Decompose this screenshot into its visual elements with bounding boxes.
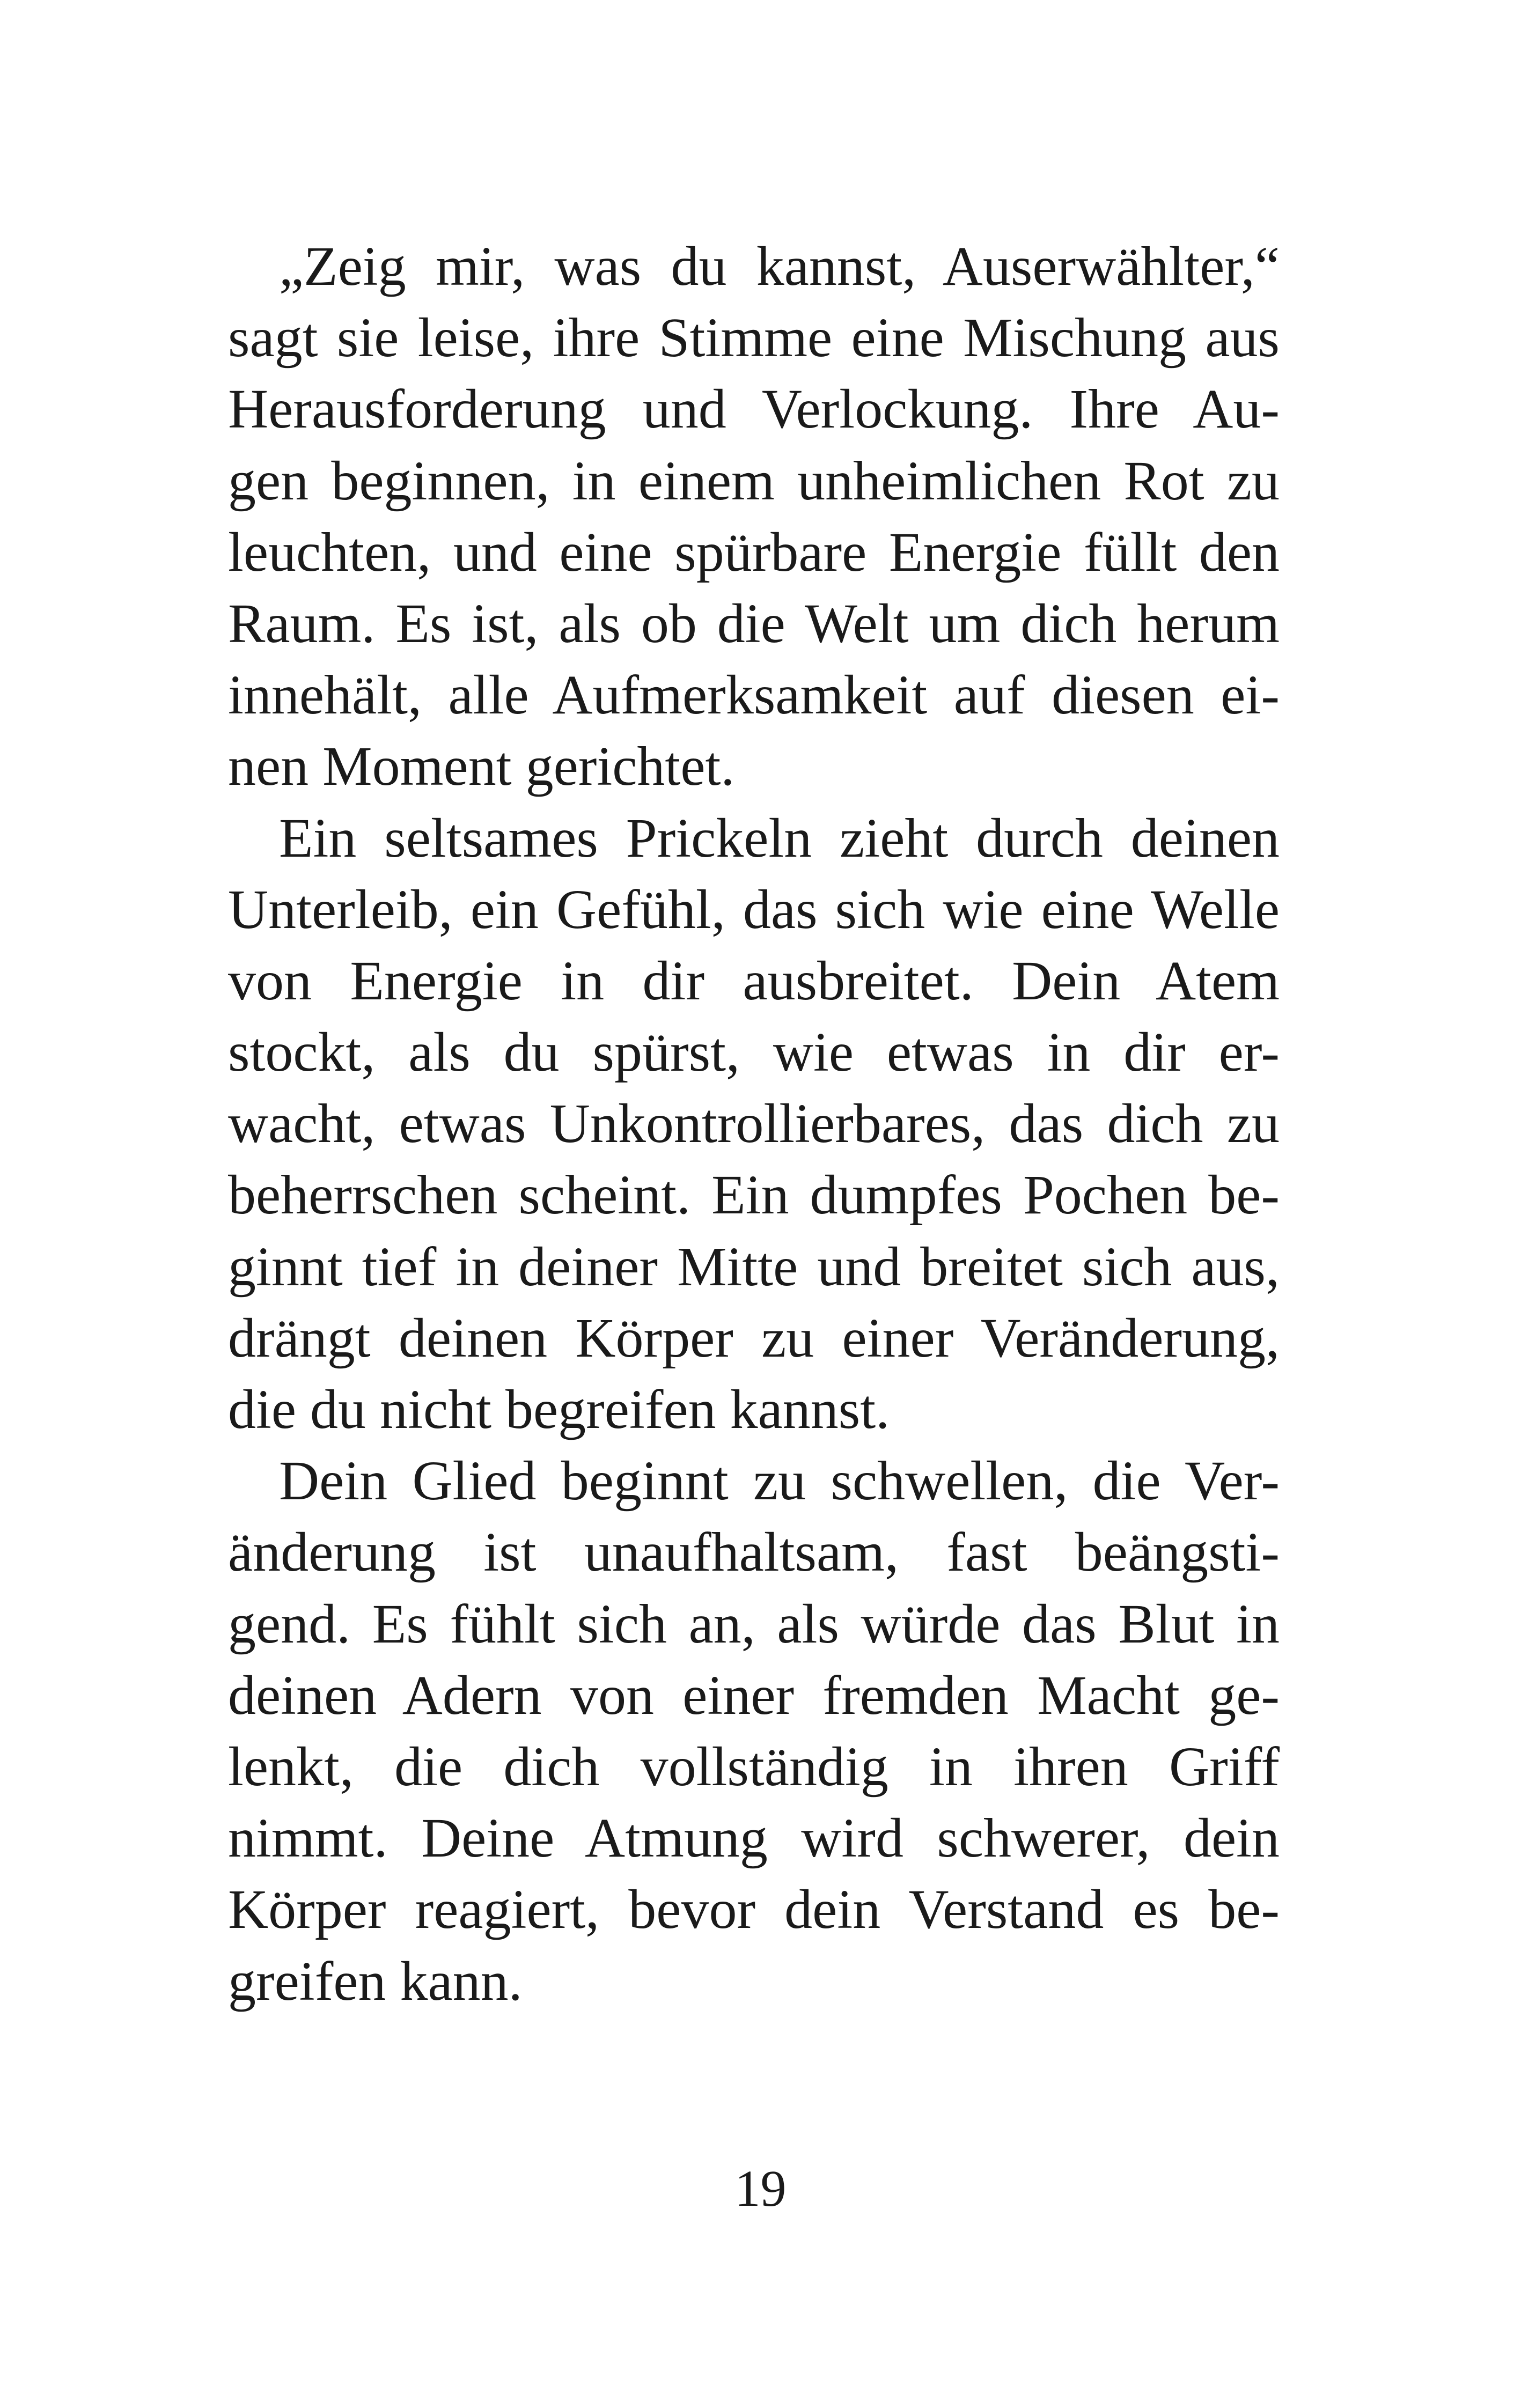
paragraph-2-line-4: stockt, als du spürst, wie etwas in dir er-	[228, 1021, 1280, 1084]
paragraph-1-line-2: sagt sie leise, ihre Stimme eine Mischung aus	[228, 307, 1280, 369]
paragraph-3-line-7: Körper reagiert, bevor dein Verstand es be-	[228, 1879, 1280, 1941]
paragraph-3-line-5: lenkt, die dich vollständig in ihren Griff	[228, 1735, 1280, 1798]
paragraph-2-line-3: von Energie in dir ausbreitet. Dein Atem	[228, 949, 1280, 1012]
paragraph-2-line-6: beherrschen scheint. Ein dumpfes Pochen be-	[228, 1164, 1280, 1226]
paragraph-3-line-6: nimmt. Deine Atmung wird schwerer, dein	[228, 1807, 1280, 1869]
paragraph-2-line-1: Ein seltsames Prickeln zieht durch deinen	[279, 807, 1280, 869]
paragraph-1-line-8: nen Moment gerichtet.	[228, 735, 735, 798]
paragraph-3-line-8: greifen kann.	[228, 1950, 523, 2012]
paragraph-1-line-6: Raum. Es ist, als ob die Welt um dich herum	[228, 592, 1280, 654]
paragraph-2-line-9: die du nicht begreifen kannst.	[228, 1379, 890, 1440]
paragraph-3-line-1: Dein Glied beginnt zu schwellen, die Ver-	[279, 1450, 1280, 1512]
paragraph-3-line-3: gend. Es fühlt sich an, als würde das Blut in	[228, 1593, 1280, 1655]
paragraph-2-line-7: ginnt tief in deiner Mitte und breitet sich aus,	[228, 1235, 1280, 1298]
body-text	[228, 231, 1280, 2017]
paragraph-1-line-1: „Zeig mir, was du kannst, Auserwählter,“	[279, 235, 1280, 297]
paragraph-2-line-8: drängt deinen Körper zu einer Veränderung,	[228, 1307, 1280, 1369]
paragraph-2-line-5: wacht, etwas Unkontrollierbares, das dich zu	[228, 1093, 1280, 1155]
paragraph-3-line-2: änderung ist unaufhaltsam, fast beängsti-	[228, 1521, 1280, 1584]
page-number: 19	[734, 2160, 787, 2217]
paragraph-1-line-4: gen beginnen, in einem unheimlichen Rot zu	[228, 450, 1280, 512]
paragraph-3-line-4: deinen Adern von einer fremden Macht ge-	[228, 1664, 1280, 1726]
paragraph-2-line-2: Unterleib, ein Gefühl, das sich wie eine Welle	[228, 878, 1280, 940]
paragraph-1-line-5: leuchten, und eine spürbare Energie füllt den	[228, 521, 1280, 583]
paragraph-1-line-7: innehält, alle Aufmerksamkeit auf diesen ei-	[228, 664, 1280, 726]
paragraph-1-line-3: Herausforderung und Verlockung. Ihre Au-	[228, 378, 1280, 440]
